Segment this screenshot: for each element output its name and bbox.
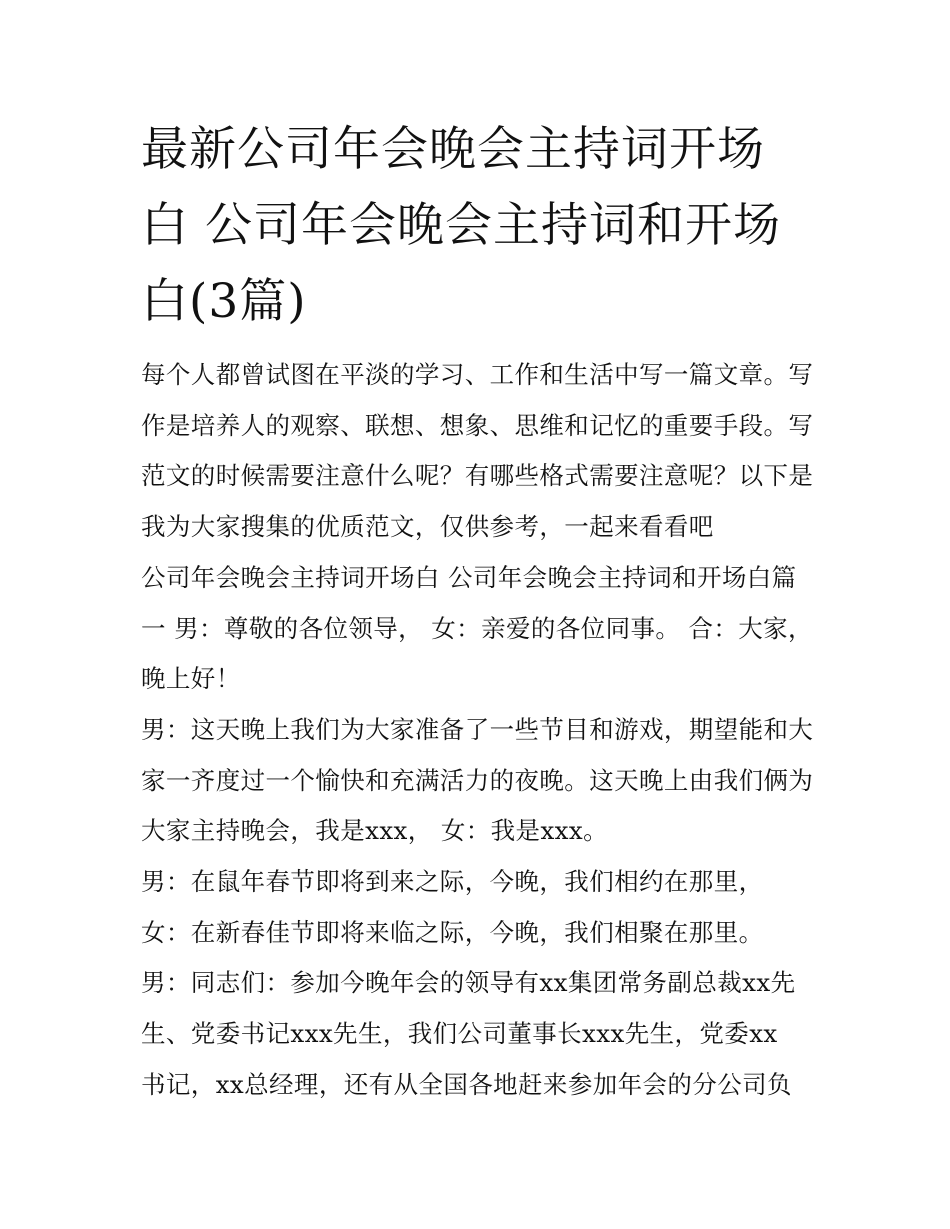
paragraph-intro — [141, 350, 812, 553]
paragraph-opening — [141, 553, 812, 705]
text-line: 范文的时候需要注意什么呢？有哪些格式需要注意呢？以下是 — [141, 461, 814, 491]
text-line: 男：这天晚上我们为大家准备了一些节目和游戏，期望能和大 — [141, 714, 814, 744]
title-line: 最新公司年会晚会主持词开场 — [141, 122, 765, 177]
text-line: 作是培养人的观察、联想、想象、思维和记忆的重要手段。写 — [141, 410, 814, 440]
title-line: 白 公司年会晚会主持词和开场 — [141, 198, 781, 253]
document-title — [141, 112, 812, 340]
text-line: 一 男：尊敬的各位领导， 女：亲爱的各位同事。 合：大家， — [141, 613, 813, 643]
paragraph-male-host-3 — [141, 958, 812, 1110]
text-line: 大家主持晚会，我是xxx， 女：我是xxx。 — [141, 816, 608, 846]
text-line: 男：同志们：参加今晚年会的领导有xx集团常务副总裁xx先 — [141, 968, 796, 998]
text-line: 生、党委书记xxx先生，我们公司董事长xxx先生，党委xx — [141, 1019, 778, 1049]
text-line: 我为大家搜集的优质范文，仅供参考，一起来看看吧 — [141, 512, 714, 542]
text-line: 男：在鼠年春节即将到来之际，今晚，我们相约在那里， — [141, 867, 764, 897]
title-line: 白(3篇) — [141, 274, 307, 329]
text-line: 公司年会晚会主持词开场白 公司年会晚会主持词和开场白篇 — [141, 562, 797, 592]
paragraph-male-host-2 — [141, 857, 812, 908]
text-line: 女：在新春佳节即将来临之际，今晚，我们相聚在那里。 — [141, 917, 764, 947]
paragraph-male-host-1 — [141, 705, 812, 857]
text-line: 每个人都曾试图在平淡的学习、工作和生活中写一篇文章。写 — [141, 360, 814, 389]
document-body — [141, 350, 812, 1111]
text-line: 书记，xx总经理，还有从全国各地赶来参加年会的分公司负 — [141, 1069, 792, 1099]
paragraph-female-host — [141, 908, 812, 959]
text-line: 晚上好！ — [141, 664, 241, 694]
text-line: 家一齐度过一个愉快和充满活力的夜晚。这天晚上由我们俩为 — [141, 765, 814, 795]
